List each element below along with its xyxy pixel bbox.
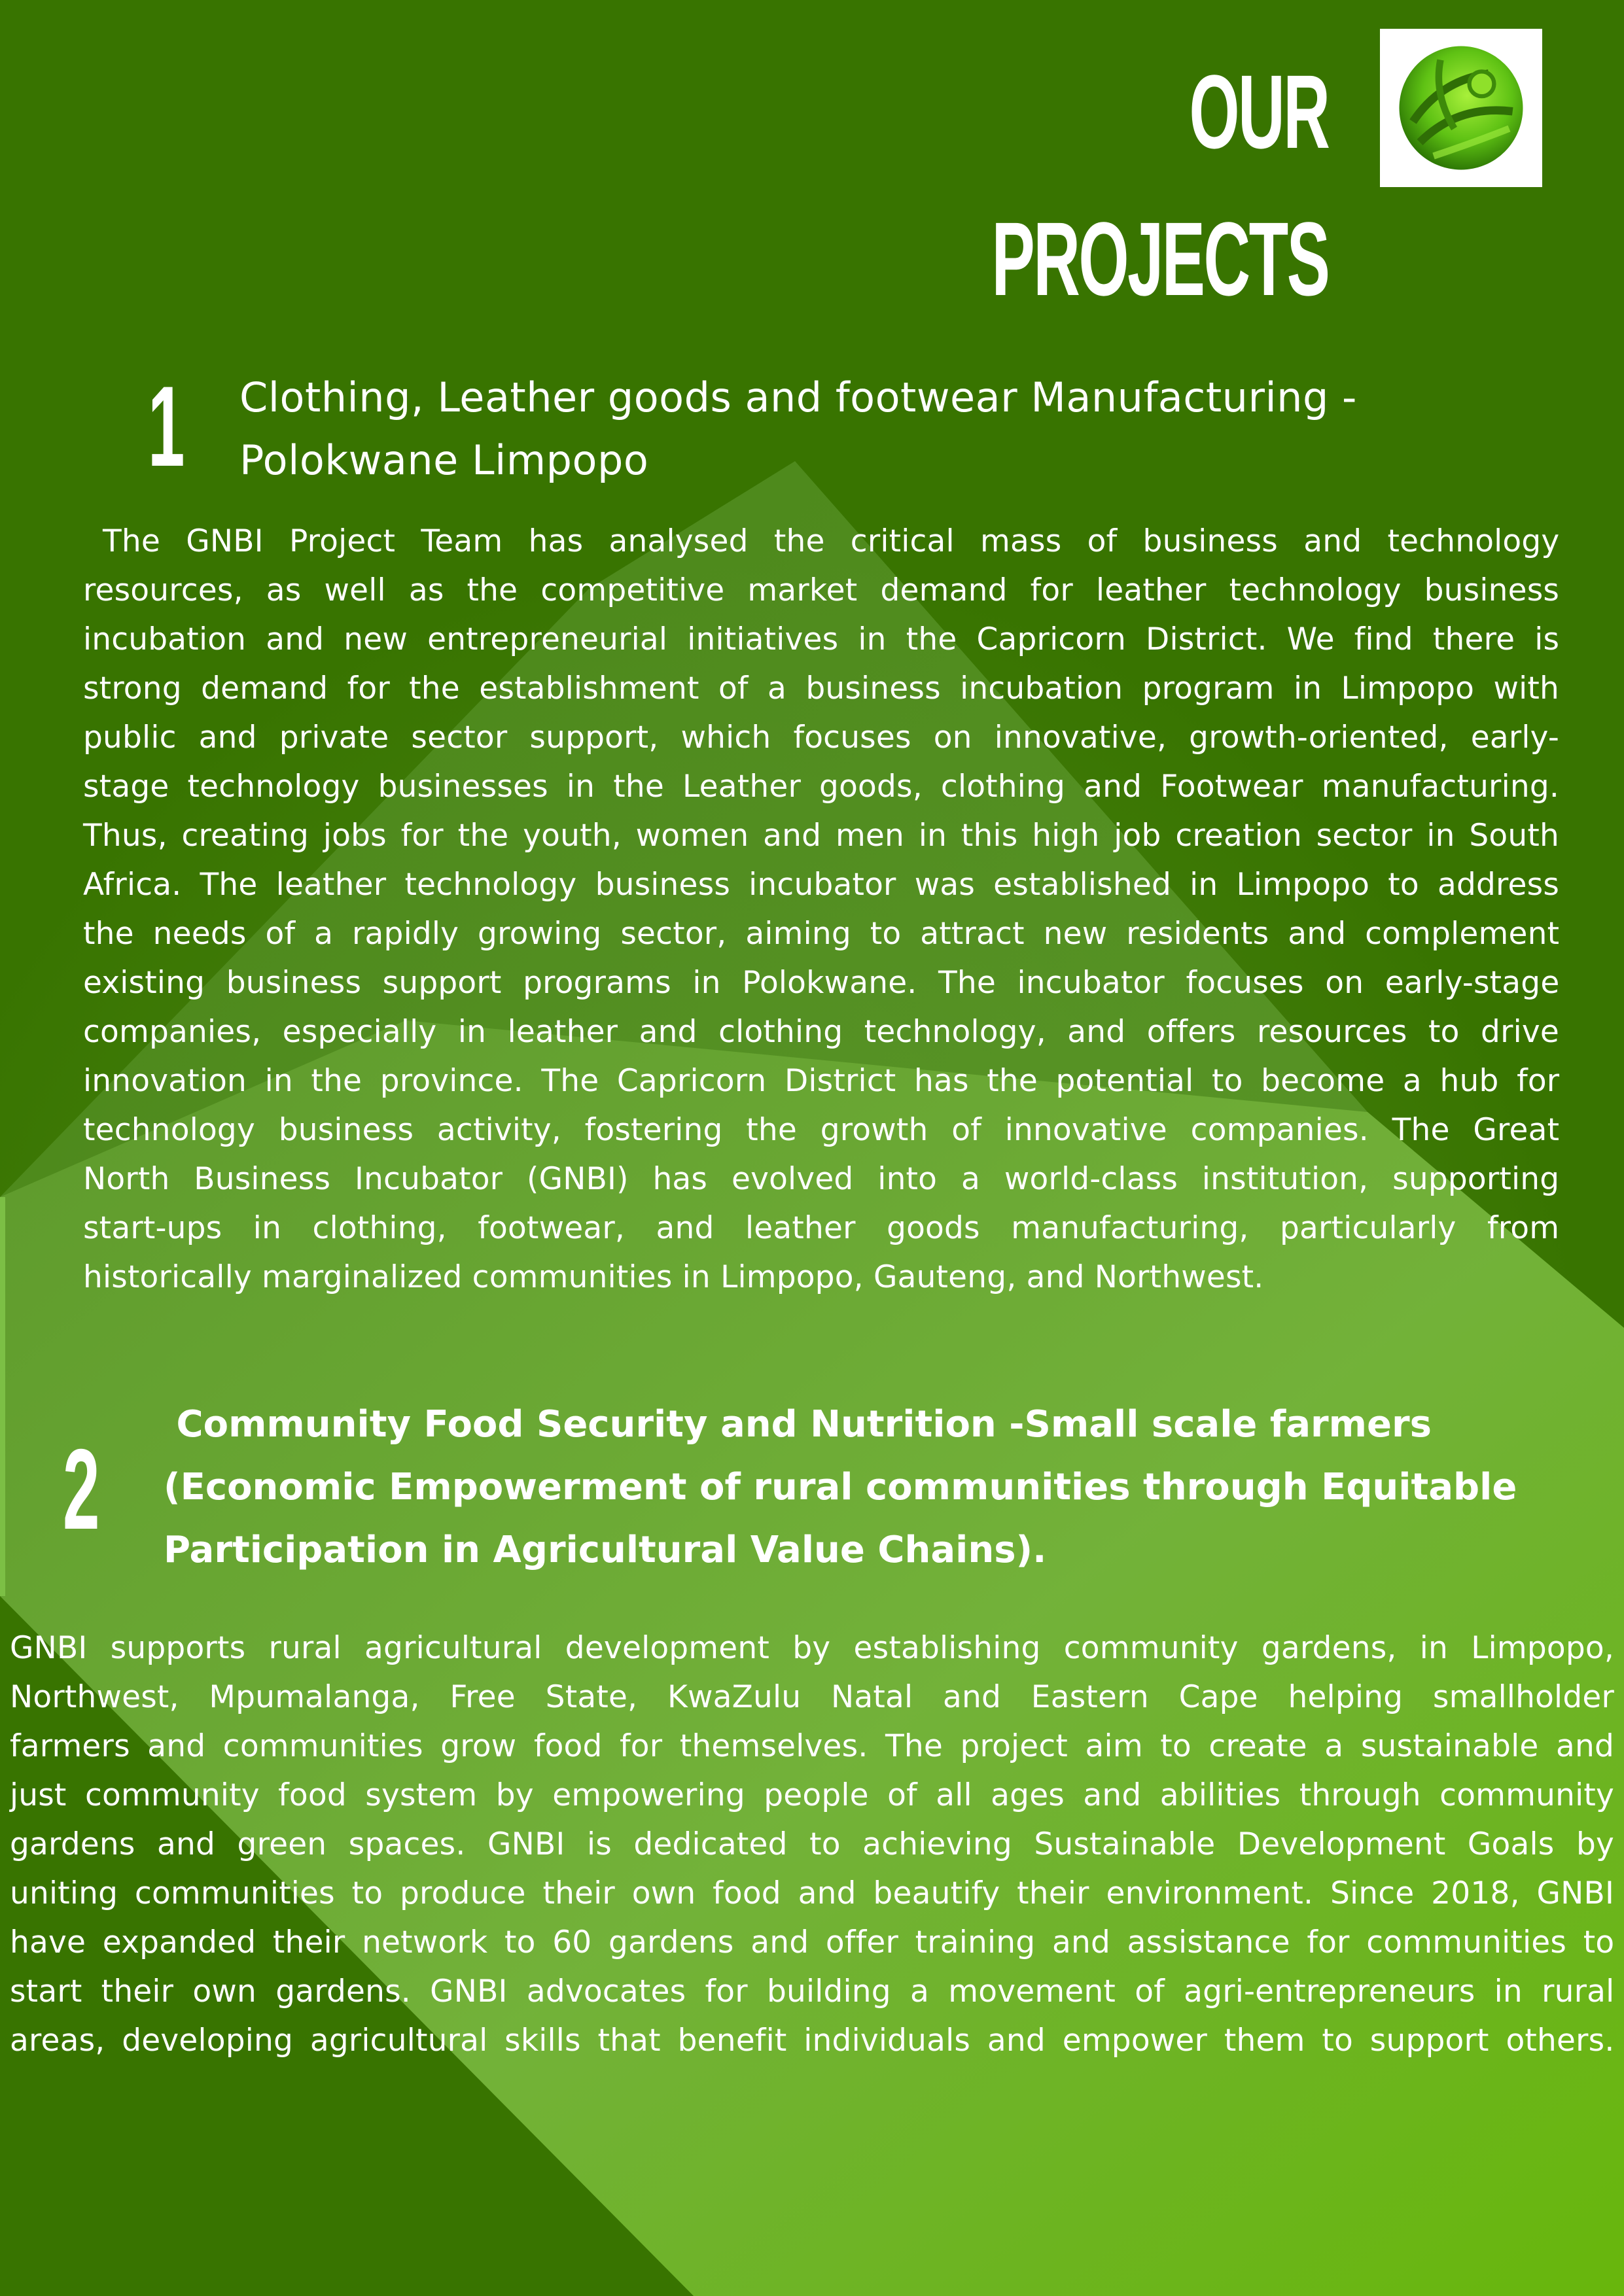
project-number-2: 2 (63, 1426, 100, 1554)
paragraph-line: technology business activity, fostering the growth of innovative companies. The Great (83, 1112, 1560, 1148)
paragraph-line: The GNBI Project Team has analysed the critical mass of business and technology (103, 523, 1560, 559)
heading-line: Participation in Agricultural Value Chains). (164, 1529, 1047, 1571)
page-title (785, 38, 1328, 332)
project-number-1: 1 (148, 363, 185, 491)
project-1-heading (239, 366, 1535, 492)
paragraph-line: uniting communities to produce their own food and beautify their environment. Since 2018, GNBI (10, 1875, 1614, 1911)
title-line-our: OUR (1189, 53, 1328, 170)
paragraph-line: Northwest, Mpumalanga, Free State, KwaZulu Natal and Eastern Cape helping smallholder (10, 1679, 1614, 1715)
paragraph-line: historically marginalized communities in Limpopo, Gauteng, and Northwest. (83, 1259, 1264, 1295)
project-2-description (10, 1624, 1614, 2065)
paragraph-line: innovation in the province. The Capricorn District has the potential to become a hub for (83, 1063, 1560, 1099)
title-line-projects: PROJECTS (991, 200, 1328, 317)
project-2-heading (164, 1393, 1603, 1582)
paragraph-line: stage technology businesses in the Leather goods, clothing and Footwear manufacturing. (83, 769, 1559, 805)
heading-line: Community Food Security and Nutrition -Small scale farmers (164, 1403, 1432, 1446)
paragraph-line: GNBI supports rural agricultural development by establishing community gardens, in Limpopo, (10, 1630, 1614, 1666)
paragraph-line: gardens and green spaces. GNBI is dedicated to achieving Sustainable Development Goals by (10, 1826, 1614, 1862)
paragraph-line: the needs of a rapidly growing sector, aiming to attract new residents and complement (83, 916, 1560, 952)
green-globe-logo-icon (1392, 39, 1530, 177)
paragraph-line: Africa. The leather technology business incubator was established in Limpopo to address (83, 867, 1560, 903)
paragraph-line: start their own gardens. GNBI advocates for building a movement of agri-entrepreneurs in rural (10, 1974, 1615, 2009)
paragraph-line: strong demand for the establishment of a business incubation program in Limpopo with (83, 670, 1559, 706)
paragraph-line: areas, developing agricultural skills that benefit individuals and empower them to support others. (10, 2023, 1615, 2059)
paragraph-line: North Business Incubator (GNBI) has evolved into a world-class institution, supporting (83, 1161, 1560, 1197)
paragraph-line: Thus, creating jobs for the youth, women and men in this high job creation sector in South (83, 818, 1559, 854)
paragraph-line: existing business support programs in Polokwane. The incubator focuses on early-stage (83, 965, 1560, 1001)
logo (1380, 29, 1542, 187)
paragraph-line: public and private sector support, which focuses on innovative, growth-oriented, early- (83, 720, 1559, 756)
paragraph-line: have expanded their network to 60 gardens and offer training and assistance for communities to (10, 1924, 1615, 1960)
project-1-description (63, 517, 1559, 1302)
heading-line: Polokwane Limpopo (239, 436, 649, 484)
paragraph-line: start-ups in clothing, footwear, and leather goods manufacturing, particularly from (83, 1210, 1560, 1246)
heading-line: Clothing, Leather goods and footwear Manufacturing - (239, 374, 1357, 421)
paragraph-line: just community food system by empowering people of all ages and abilities through community (10, 1777, 1614, 1813)
paragraph-line: companies, especially in leather and clothing technology, and offers resources to drive (83, 1014, 1559, 1050)
paragraph-line: farmers and communities grow food for themselves. The project aim to create a sustainable and (10, 1728, 1614, 1764)
heading-line: (Economic Empowerment of rural communities through Equitable (164, 1466, 1517, 1508)
paragraph-line: resources, as well as the competitive market demand for leather technology business (83, 572, 1560, 608)
paragraph-line: incubation and new entrepreneurial initiatives in the Capricorn District. We find there is (83, 621, 1560, 657)
